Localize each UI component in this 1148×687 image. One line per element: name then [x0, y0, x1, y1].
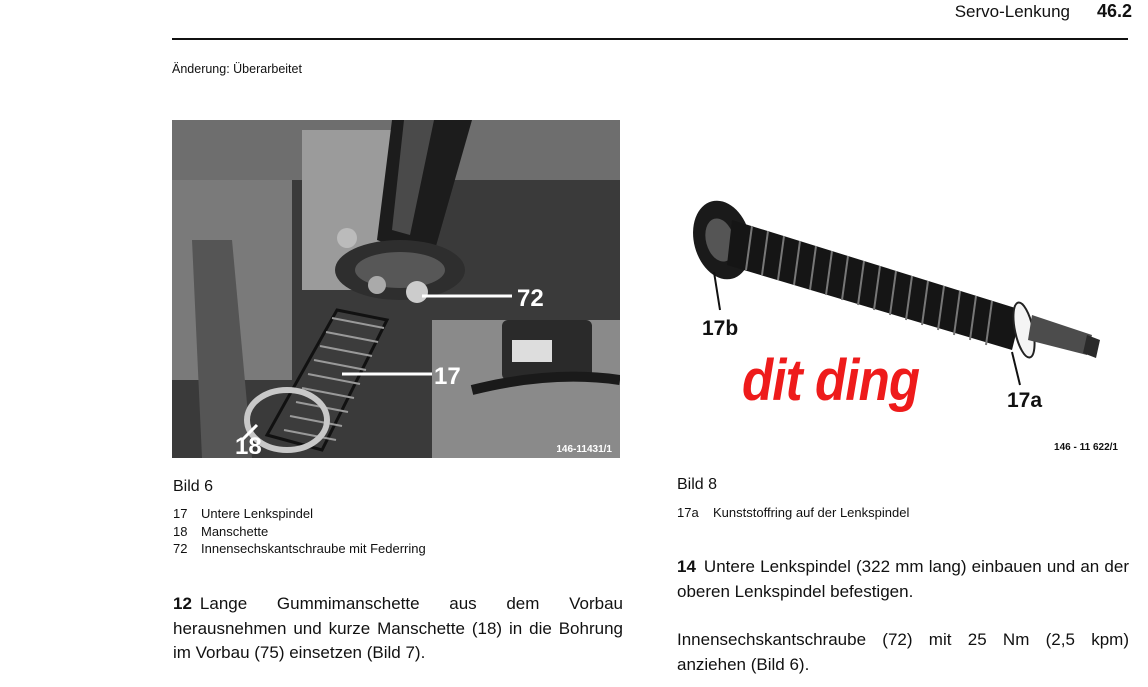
figure-6-photo: [172, 120, 620, 458]
change-note: Änderung: Überarbeitet: [172, 62, 302, 76]
figure-6-legend: [173, 505, 426, 558]
label-18: 18: [235, 433, 262, 458]
legend-text: Innensechskantschraube mit Federring: [201, 541, 426, 556]
figure-8-caption: Bild 8: [677, 476, 718, 493]
step-14: [677, 555, 1129, 604]
step-14-continued: [677, 628, 1129, 677]
page-section-number: 46.2: [1096, 1, 1132, 21]
step-number: 12: [173, 594, 192, 613]
legend-item: [173, 523, 426, 541]
header-rule: [172, 38, 1128, 40]
legend-text: Kunststoffring auf der Lenkspindel: [713, 505, 910, 520]
label-72: 72: [517, 285, 544, 312]
legend-item: [173, 505, 426, 523]
legend-text: Manschette: [201, 523, 269, 539]
legend-num: 72: [173, 541, 188, 556]
step-text: Lange Gummimanschette aus dem Vorbau herausnehmen und kurze Manschette (18) in die Bohrung im Vorbau (75) einsetzen (Bild 7).: [173, 594, 623, 662]
legend-num: 18: [173, 523, 188, 539]
label-17: 17: [434, 363, 461, 390]
figure-6-caption: Bild 6: [173, 478, 214, 495]
page-header-title: Servo-Lenkung: [954, 2, 1070, 21]
overlay-annotation: dit ding: [742, 348, 920, 413]
legend-text: Untere Lenkspindel: [201, 506, 314, 521]
label-17b: 17b: [702, 317, 739, 340]
figure-8-ref: 146 - 11 622/1: [1054, 442, 1118, 453]
label-17a: 17a: [1007, 389, 1043, 412]
legend-num: 17a: [677, 505, 699, 520]
step-number: 14: [677, 557, 696, 576]
step-text: Untere Lenkspindel (322 mm lang) einbauen und an der oberen Lenkspindel befestigen.: [677, 557, 1129, 601]
figure-6-ref: 146-11431/1: [556, 444, 612, 455]
legend-item: [173, 540, 426, 558]
step-text: Innensechskantschraube (72) mit 25 Nm (2,5 kpm) anziehen (Bild 6).: [677, 630, 1129, 674]
figure-8-legend: [677, 504, 909, 522]
legend-item: [677, 504, 909, 522]
legend-num: 17: [173, 506, 188, 521]
step-12: [173, 592, 623, 666]
